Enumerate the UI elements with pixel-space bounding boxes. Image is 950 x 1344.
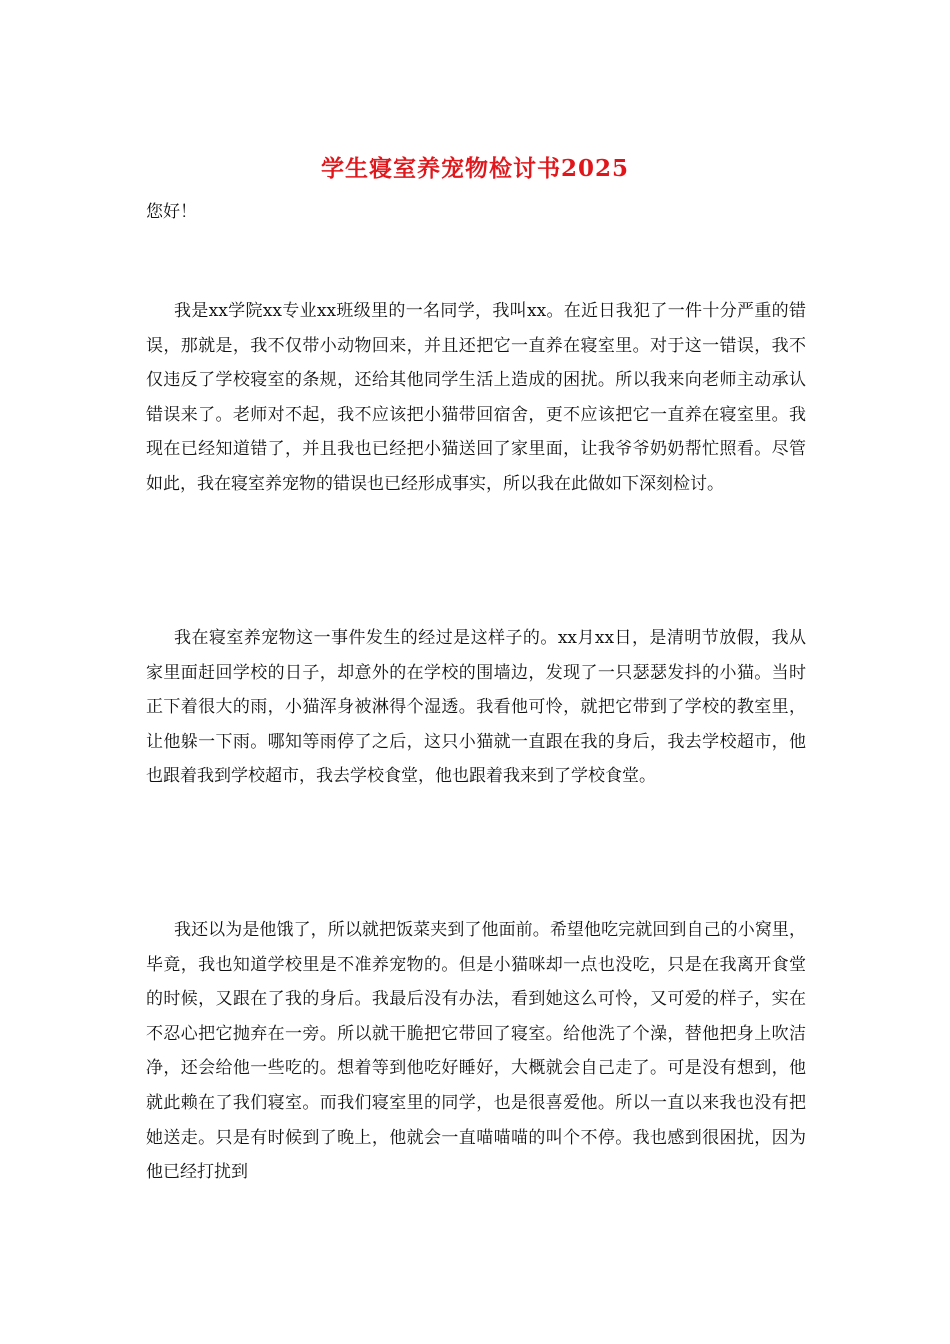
- paragraph-3: 我还以为是他饿了，所以就把饭菜夹到了他面前。希望他吃完就回到自己的小窝里，毕竟，我也知道学校里是不准养宠物的。但是小猫咪却一点也没吃，只是在我离开食堂的时候，又跟在了我的身后。我最后没有办法，看到她这么可怜，又可爱的样子，实在不忍心把它抛弃在一旁。所以就干脆把它带回了寝室。给他洗了个澡，替他把身上吹洁净，还会给他一些吃的。想着等到他吃好睡好，大概就会自己走了。可是没有想到，他就此赖在了我们寝室。而我们寝室里的同学，也是很喜爱他。所以一直以来我也没有把她送走。只是有时候到了晚上，他就会一直喵喵喵的叫个不停。我也感到很困扰，因为他已经打扰到: [146, 920, 806, 1183]
- document-title: 学生寝室养宠物检讨书2025: [320, 155, 629, 182]
- paragraph-1: 我是xx学院xx专业xx班级里的一名同学，我叫xx。在近日我犯了一件十分严重的错误，那就是，我不仅带小动物回来，并且还把它一直养在寝室里。对于这一错误，我不仅违反了学校寝室的条规，还给其他同学生活上造成的困扰。所以我来向老师主动承认错误来了。老师对不起，我不应该把小猫带回宿舍，更不应该把它一直养在寝室里。我现在已经知道错了，并且我也已经把小猫送回了家里面，让我爷爷奶奶帮忙照看。尽管如此，我在寝室养宠物的错误也已经形成事实，所以我在此做如下深刻检讨。: [146, 301, 806, 494]
- greeting: 您好！: [146, 202, 197, 222]
- paragraph-2: 我在寝室养宠物这一事件发生的经过是这样子的。xx月xx日，是清明节放假，我从家里面赶回学校的日子，却意外的在学校的围墙边，发现了一只瑟瑟发抖的小猫。当时正下着很大的雨，小猫浑身被淋得个湿透。我看他可怜，就把它带到了学校的教室里，让他躲一下雨。哪知等雨停了之后，这只小猫就一直跟在我的身后，我去学校超市，他也跟着我到学校超市，我去学校食堂，他也跟着我来到了学校食堂。: [146, 628, 806, 787]
